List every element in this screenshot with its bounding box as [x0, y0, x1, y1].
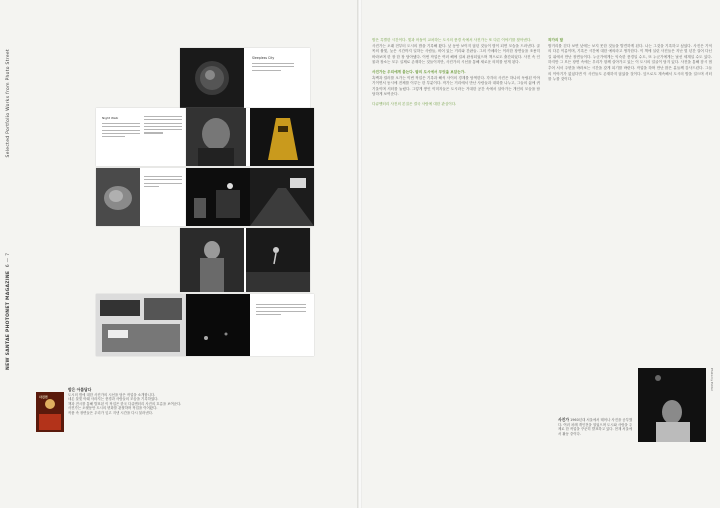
thumb-label: 사진전: [39, 395, 48, 399]
book-spread-text: Night Walk: [96, 108, 186, 166]
article-subhead: 사진가는 우리에게 묻는다. 밤의 도시에서 무엇을 보았는가.: [372, 69, 466, 74]
photo-figure: [180, 228, 244, 292]
book-spread-cover: [180, 48, 310, 116]
book-spread-signs: [96, 294, 186, 356]
photo-hands: [96, 168, 140, 226]
photographer-portrait: [638, 368, 706, 442]
photo-man-portrait: [186, 108, 246, 166]
portrait-caption: 사진가 1960년대 서울에서 태어나 사진을 공부했다. 여러 차례 개인전을 열었으며 도시와 사람을 주제로 한 작업을 꾸준히 발표하고 있다. 현재 서울에서 활동 중이다.: [558, 417, 633, 436]
photo-jumper: [246, 228, 310, 292]
column-2-body: 밤거리를 걷다 보면 낮에는 보지 못한 것들을 발견하게 된다. 나는 그것을 기록하고 싶었다. 사진은 기억의 다른 이름이며, 기록은 시간에 대한 예의라고 생각한다. 이 책에 실린 사진들은 지난 몇 년간 걸어 다닌 길 위에서 만난 장면들이다. 누군가에게는 익숙한 풍경일 수도, 또 누군가에게는 낯선 세계일 수도 있다. 하지만 그 모든 장면 속에는 우리가 함께 살아가고 있는 이 도시의 얼굴이 담겨 있다. 사진을 통해 잠시 멈추어 서서 주변을 바라보는 시간을 갖게 되기를 바란다. 작업을 하며 만난 많은 분들께 감사드린다. 그들의 이야기가 없었다면 이 사진들도 존재하지 않았을 것이다. 앞으로도 계속해서 도시의 밤을 걸으며 셔터를 누를 것이다.: [548, 43, 712, 82]
photo-bowl: [180, 48, 244, 116]
article-body: 사진가는 오래 전부터 도시의 밤을 기록해 왔다. 낮 동안 보이지 않던 것들이 밤이 되면 모습을 드러낸다. 골목의 불빛, 늦은 시간까지 일하는 사람들, 비어 있는 거리와 간판들. 그의 카메라는 이러한 장면들을 조용히 바라보며 한 장 한 장 담아냈다. 이번 작업은 여러 해에 걸쳐 완성되었으며 책으로도 출간되었다. 사진 속 인물과 장소는 모두 실제로 존재하는 것들이지만, 사진가의 시선을 통해 새로운 의미를 얻게 된다.: [372, 43, 540, 65]
book-thumbnail-red: [36, 392, 64, 432]
photo-signboard: [96, 294, 186, 356]
book-spread-portrait: [186, 108, 314, 166]
article-body-2: 흑백과 컬러를 오가는 이번 작업은 기록과 해석 사이의 경계를 탐색한다. 각각의 사진은 하나의 독립된 이야기이면서 동시에 전체를 이루는 한 부분이다. 작가는 거리에서 만난 사람들과 대화를 나누고, 그들의 삶에 귀 기울이며 셔터를 눌렀다. 그렇게 쌓인 이미지들은 도시라는 거대한 공간 속에서 살아가는 개인의 모습을 담담하게 보여준다.: [372, 75, 540, 97]
caption-line: 도시의 밤에 대한 사진가의 시선을 담은 작업을 소개합니다.: [68, 392, 156, 397]
photo-alley: [250, 168, 314, 226]
photo-night-street: [186, 168, 250, 226]
caption-line: 네온 불빛 아래 사라지는 풍경과 사람들의 모습을 기록하였다.: [68, 397, 159, 402]
article-tail: 다큐멘터리 사진의 본질은 결국 사람에 대한 관심이다.: [372, 101, 457, 106]
caption-line: 사진가는 오랫동안 도시의 변화를 관찰하며 작업을 이어왔다.: [68, 406, 158, 411]
spread-a-text: Sleepless City: [252, 56, 294, 73]
article-lead: 밤은 특별한 시간이다. 빛과 어둠이 교차하는 도시의 풍경 속에서 사진가는 또 다른 이야기를 찾아낸다.: [372, 38, 532, 42]
column-2-head: 작가의 말: [548, 38, 564, 42]
caption-line: 책과 전시를 통해 발표된 이 작업은 한국 다큐멘터리 사진의 흐름을 보여준다.: [68, 401, 182, 406]
book-spread-faces: [96, 168, 186, 226]
portrait-credit: Photo by Editor: [710, 368, 714, 392]
article-column-2: [548, 38, 712, 83]
photo-dark-scene: [186, 294, 250, 356]
left-page: [0, 0, 358, 508]
left-caption: 밤은 아름답다 도시의 밤에 대한 사진가의 시선을 담은 작업을 소개합니다. 네온 불빛 아래 사라지는 풍경과 사람들의 모습을 기록하였다. 책과 전시를 통해 발표된 이 작업은 한국 다큐멘터리 사진의 흐름을 보여준다. 사진가는 오랫동안 도시의 변화를 관찰하며 작업을 이어왔다. 작품 속 장면들은 우리가 잊고 지낸 시간을 다시 불러낸다.: [68, 388, 288, 416]
article-column-1: [372, 38, 540, 108]
book-spread-figure: [180, 228, 310, 292]
caption-line: 작품 속 장면들은 우리가 잊고 지낸 시간을 다시 불러낸다.: [68, 410, 154, 415]
book-spread-night: [186, 168, 314, 226]
photo-yellow-sign: [250, 108, 314, 166]
right-page: [362, 0, 720, 508]
running-head: NEW SANTAE PHOTONET MAGAZINE 6 — 7 Selected Portfolio Works from Photo Street: [6, 48, 11, 370]
book-spread-dark: [186, 294, 314, 356]
